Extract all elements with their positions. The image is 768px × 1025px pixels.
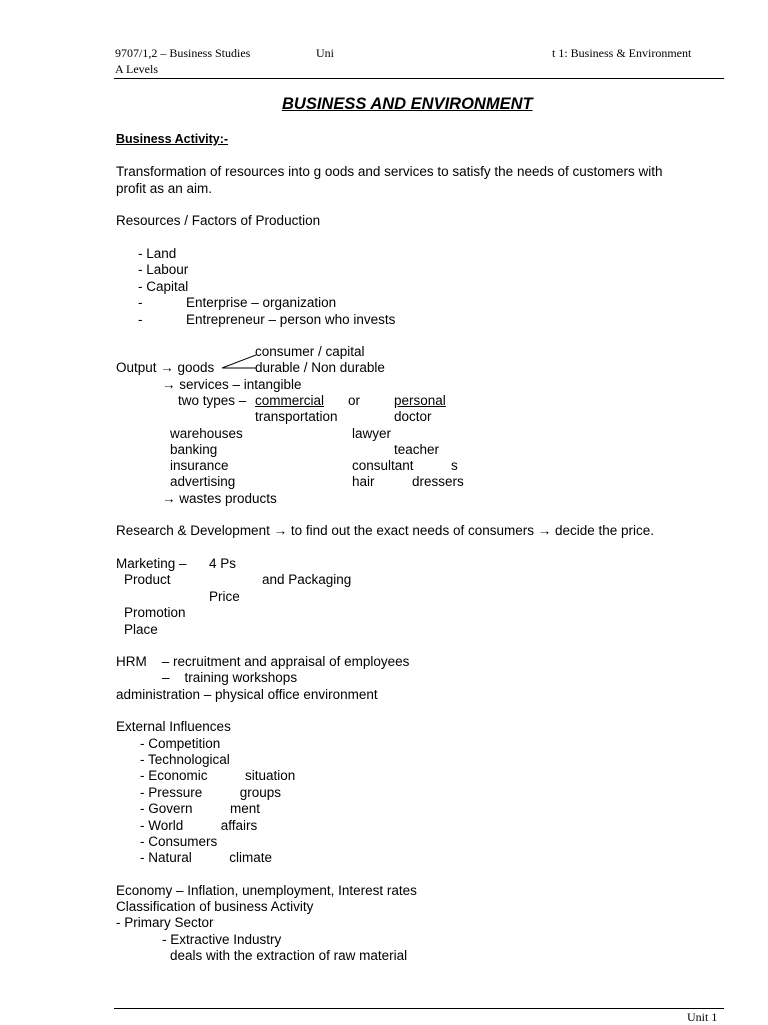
personal-item: consultant s [352,458,458,473]
page-title: BUSINESS AND ENVIRONMENT [282,95,533,113]
economy-line1: Economy – Inflation, unemployment, Interest rates [116,883,417,898]
hrm-line2: – training workshops [162,670,298,685]
resource-entrepreneur: Entrepreneur – person who invests [186,312,396,327]
output-goods: Output → goods [116,360,215,375]
economy-line4: - Extractive Industry [162,932,282,947]
branch-lines [220,352,258,372]
marketing-packaging: and Packaging [262,572,352,587]
header-code: 9707/1,2 – Business Studies [115,46,251,60]
hrm-line3: administration – physical office environment [116,687,378,702]
header-rule [114,78,724,79]
header-uni: Uni [316,46,334,60]
external-item: - Pressure groups [140,785,282,800]
resources-heading: Resources / Factors of Production [116,213,321,228]
marketing-product: Product [124,572,171,587]
output-durable: durable / Non durable [255,360,385,375]
business-activity-heading: Business Activity:- [116,132,229,146]
personal-item: hair dressers [352,474,464,489]
resource-dash: - [138,295,143,310]
footer-unit: Unit 1 [687,1010,718,1024]
personal-item: teacher [394,442,440,457]
external-item: - Competition [140,736,221,751]
personal-item: lawyer [352,426,392,441]
output-two-types: two types – [178,393,247,408]
external-item: - Govern ment [140,801,261,816]
external-item: - Technological [140,752,230,767]
external-item: - Natural climate [140,850,273,865]
economy-line3: - Primary Sector [116,915,214,930]
header-unit-title: t 1: Business & Environment [552,46,692,60]
hrm-line1: HRM – recruitment and appraisal of employees [116,654,410,669]
marketing-place: Place [124,622,158,637]
resource-item: - Capital [138,279,189,294]
economy-line2: Classification of business Activity [116,899,314,914]
output-commercial: commercial [255,393,325,408]
research-line: Research & Development → to find out the exact needs of consumers → decide the price. [116,523,655,538]
business-activity-line1: Transformation of resources into g oods and services to satisfy the needs of customers with [116,164,663,179]
header-level: A Levels [115,62,158,76]
marketing-promotion: Promotion [124,605,186,620]
external-item: - World affairs [140,818,258,833]
commercial-item: transportation [255,409,338,424]
footer-rule [114,1008,724,1009]
commercial-item: advertising [170,474,236,489]
marketing-price: Price [209,589,240,604]
personal-item: doctor [394,409,432,424]
resource-enterprise: Enterprise – organization [186,295,337,310]
resource-dash: - [138,312,143,327]
output-or: or [348,393,361,408]
external-item: - Economic situation [140,768,296,783]
resource-item: - Labour [138,262,189,277]
marketing-label: Marketing – [116,556,187,571]
commercial-item: banking [170,442,218,457]
marketing-4ps: 4 Ps [209,556,237,571]
output-wastes: → wastes products [162,491,277,506]
commercial-item: warehouses [170,426,243,441]
external-heading: External Influences [116,719,231,734]
commercial-item: insurance [170,458,229,473]
economy-line5: deals with the extraction of raw material [170,948,408,963]
external-item: - Consumers [140,834,218,849]
output-services: → services – intangible [162,377,302,392]
resource-item: - Land [138,246,177,261]
business-activity-line2: profit as an aim. [116,181,213,196]
output-personal: personal [394,393,446,408]
output-consumer-capital: consumer / capital [255,344,365,359]
